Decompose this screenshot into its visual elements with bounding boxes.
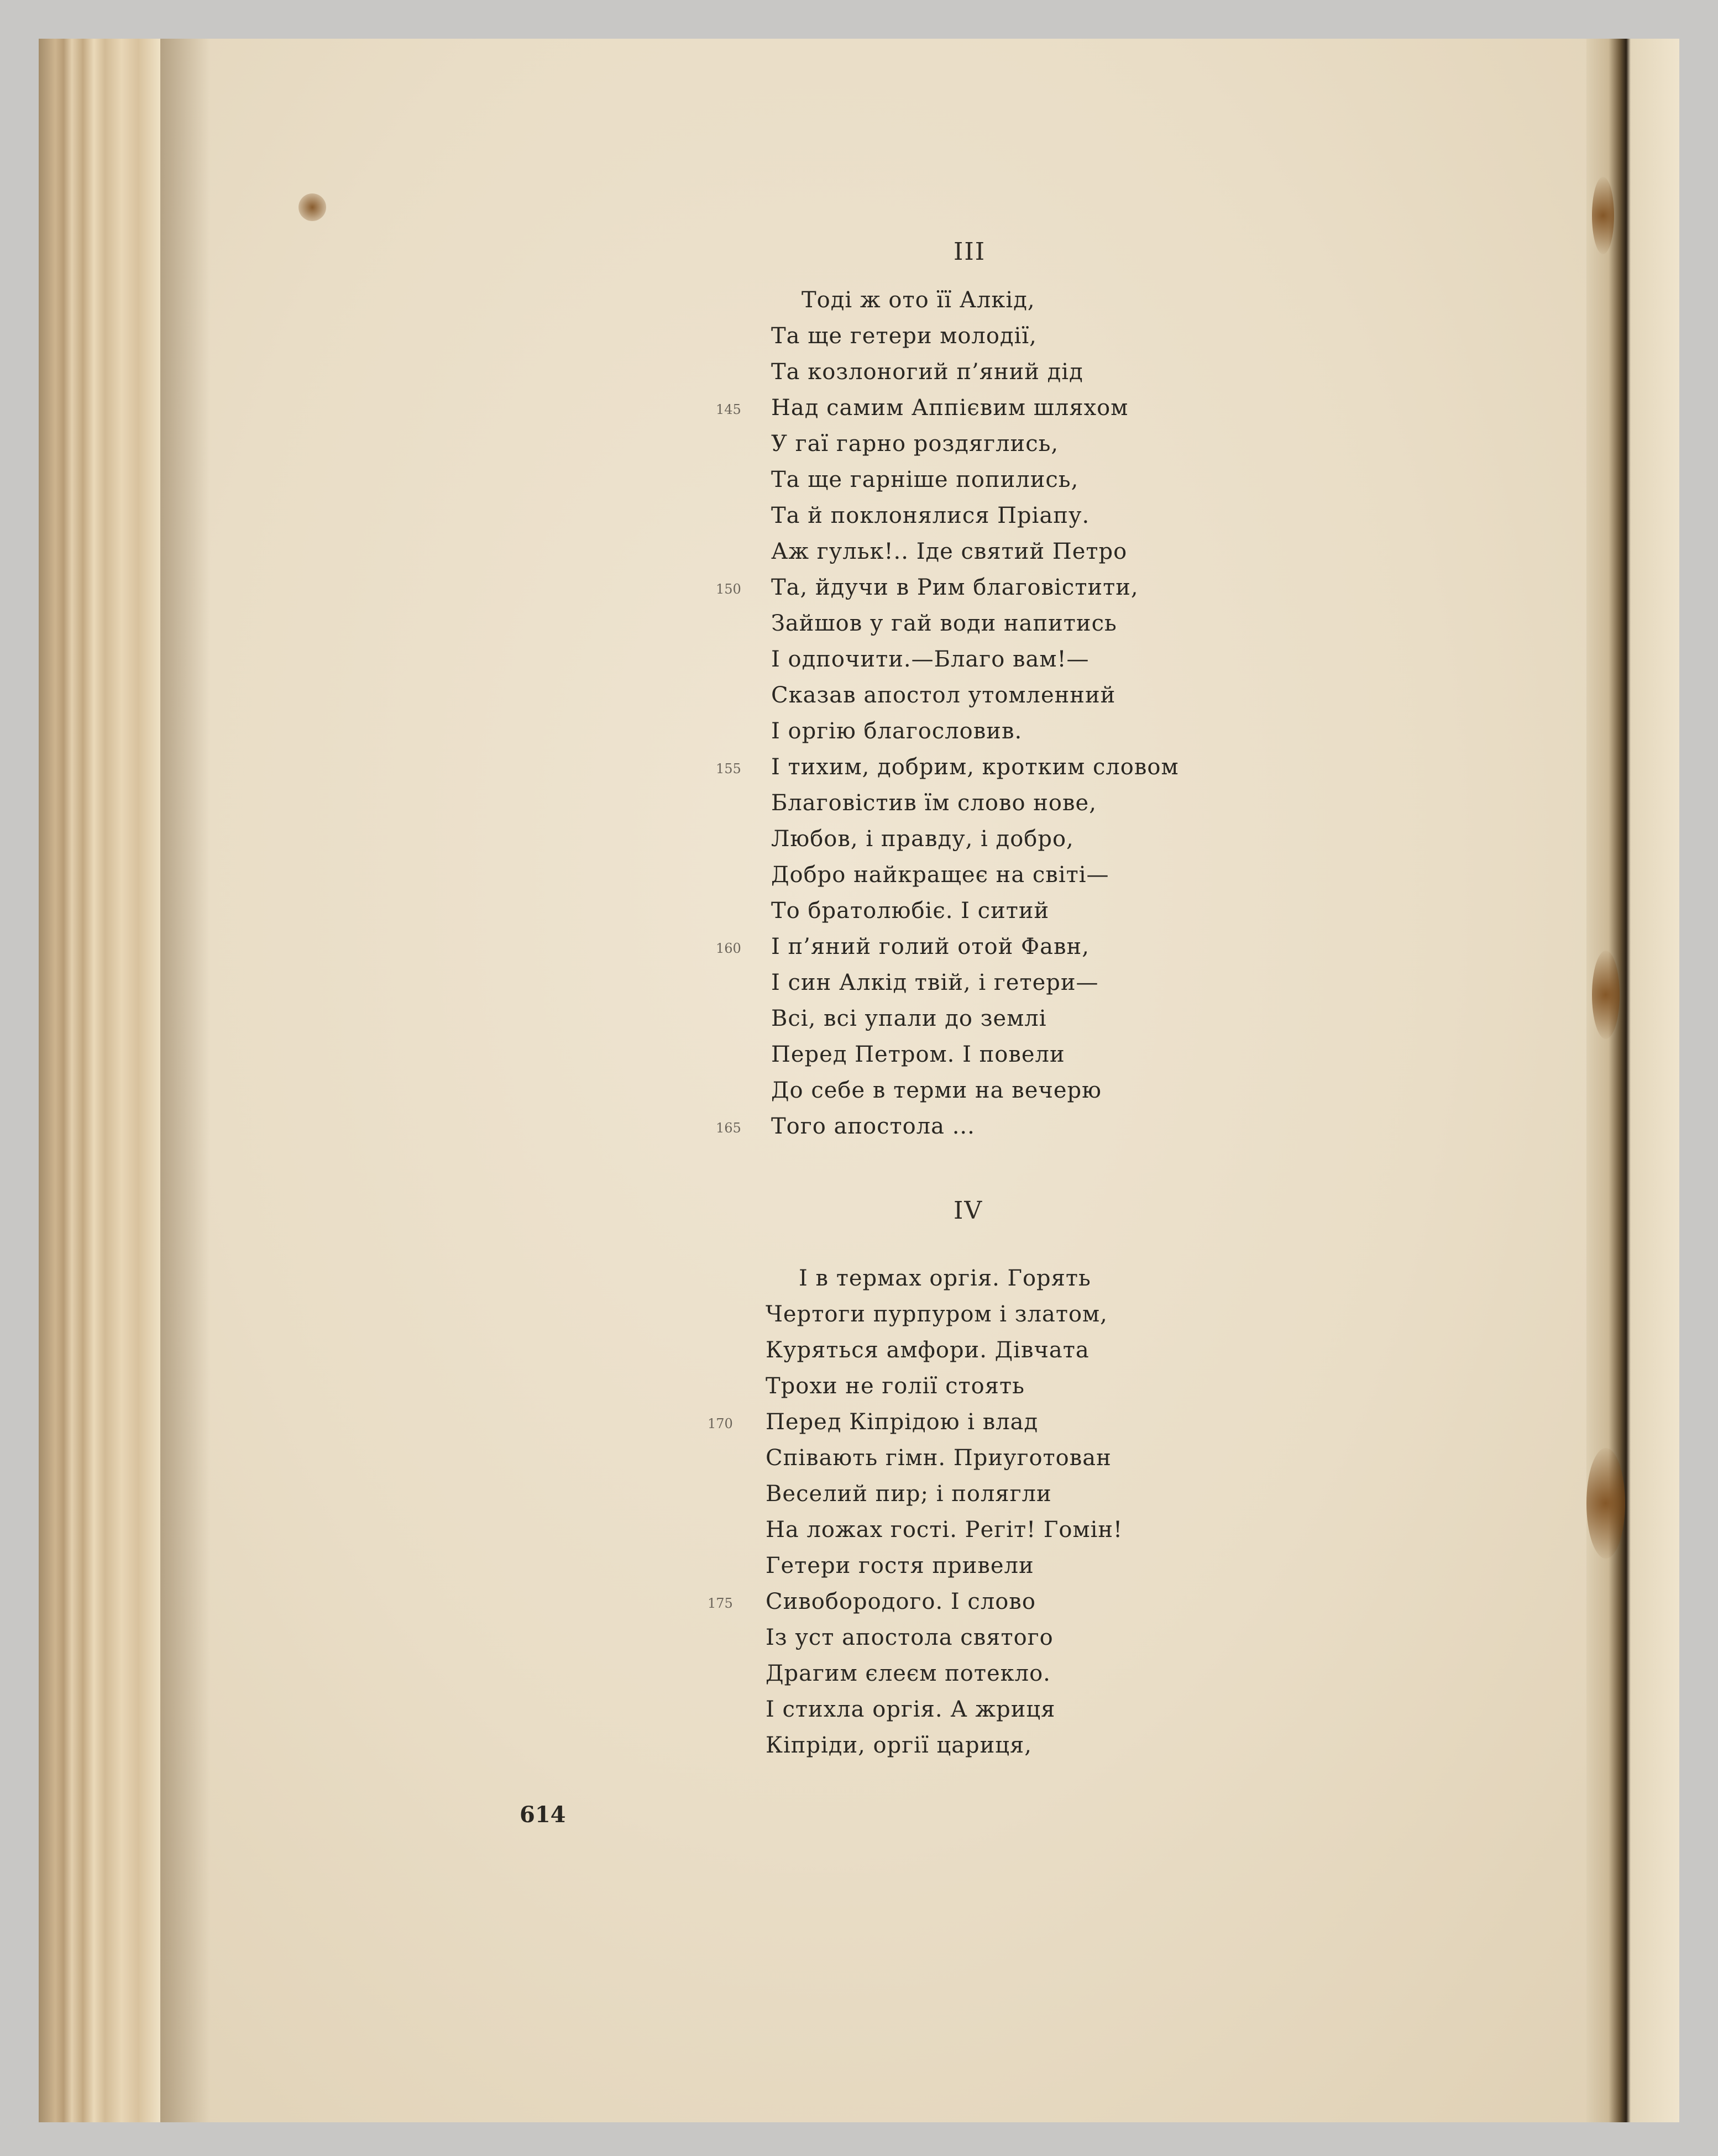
verse-line: Того апостола ... [771,1114,975,1139]
verse-line: Із уст апостола святого [766,1625,1054,1650]
verse-line: Над самим Аппієвим шляхом [771,395,1129,421]
verse-line: Всі, всі упали до землі [771,1006,1047,1031]
verse-line: Гетери гостя привели [766,1553,1034,1578]
verse-line: Перед Петром. І повели [771,1042,1065,1067]
verse-line: Благовістив їм слово нове, [771,790,1097,816]
verse-line: Кіпріди, оргії цариця, [766,1733,1032,1758]
verse-line: Драгим єлеєм потекло. [766,1661,1051,1686]
verse-line: Аж гульк!.. Іде святий Петро [771,539,1128,564]
verse-line: Любов, і правду, і добро, [771,826,1074,852]
poem-text [39,39,1679,2122]
verse-line: І тихим, добрим, кротким словом [771,754,1179,780]
verse-line: І оргію благословив. [771,718,1023,744]
verse-line: Добро найкращеє на світі— [771,862,1109,888]
verse-line: Та, йдучи в Рим благовістити, [771,575,1139,600]
verse-line: Тоді ж ото її Алкід, [802,287,1035,313]
verse-line: Сказав апостол утомленний [771,683,1116,708]
section-heading: IV [954,1197,983,1225]
line-number: 165 [716,1120,741,1136]
verse-line: У гаї гарно роздяглись, [771,431,1059,457]
verse-line: Та ще гарніше попились, [771,467,1079,492]
line-number: 170 [708,1416,733,1431]
line-number: 150 [716,581,741,597]
line-number: 145 [716,402,741,417]
verse-line: І одпочити.—Благо вам!— [771,647,1090,672]
verse-line: Співають гімн. Приуготован [766,1445,1112,1471]
verse-line: Чертоги пурпуром і златом, [766,1302,1108,1327]
verse-line: То братолюбіє. І ситий [771,898,1050,924]
verse-line: І п’яний голий отой Фавн, [771,934,1090,959]
verse-line: І син Алкід твій, і гетери— [771,970,1099,995]
verse-line: Перед Кіпрідою і влад [766,1409,1039,1435]
section-heading: III [954,238,986,266]
line-number: 175 [708,1596,733,1611]
verse-line: Зайшов у гай води напитись [771,611,1117,636]
verse-line: Сивобородого. І слово [766,1589,1036,1614]
line-number: 160 [716,941,741,956]
verse-line: І стихла оргія. А жриця [766,1697,1056,1722]
verse-line: І в термах оргія. Горять [799,1266,1091,1291]
verse-line: Куряться амфори. Дівчата [766,1337,1090,1363]
page-number: 614 [520,1802,566,1828]
verse-line: Веселий пир; і полягли [766,1481,1052,1507]
verse-line: Та козлоногий п’яний дід [771,359,1083,385]
verse-line: На ложах гості. Регіт! Гомін! [766,1517,1123,1543]
scanned-page-photo [39,39,1679,2122]
verse-line: Та й поклонялися Пріапу. [771,503,1090,528]
line-number: 155 [716,761,741,777]
verse-line: Трохи не голії стоять [766,1373,1025,1399]
verse-line: Та ще гетери молодії, [771,323,1037,349]
verse-line: До себе в терми на вечерю [771,1078,1102,1103]
